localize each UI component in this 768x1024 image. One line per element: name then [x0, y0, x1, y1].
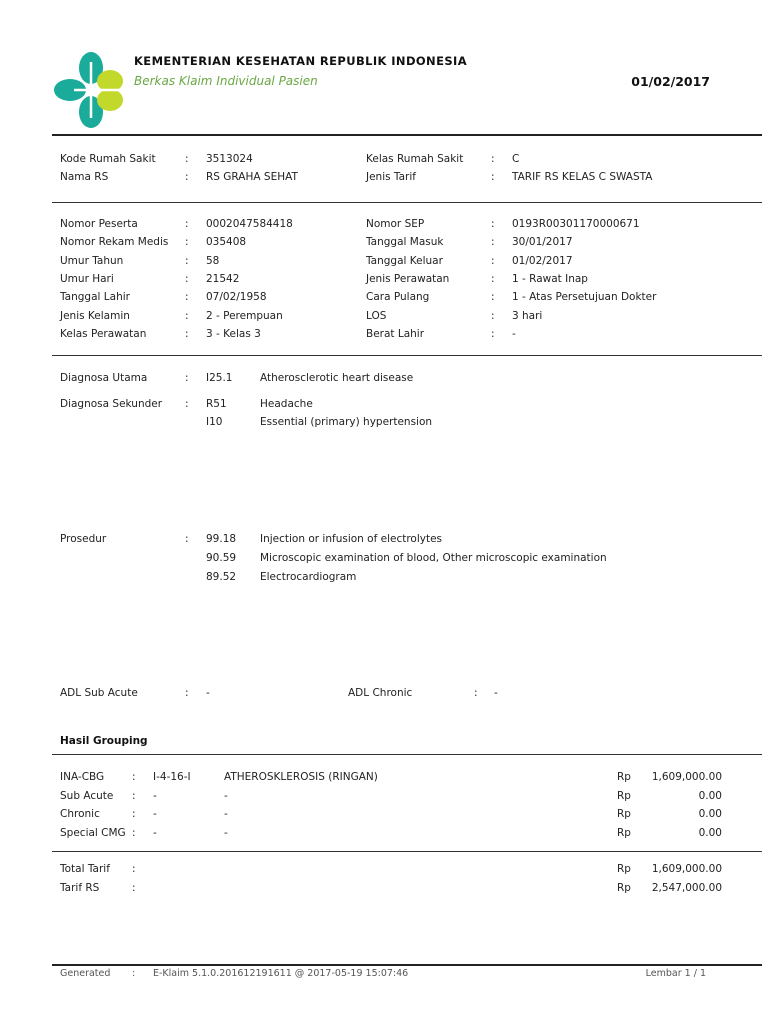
grouping-row-value: 0.00 — [698, 827, 722, 839]
hospital-label: Kelas Rumah Sakit — [366, 153, 464, 165]
currency: Rp — [617, 771, 631, 783]
separator: : — [491, 218, 495, 230]
patient-label: Cara Pulang — [366, 291, 430, 303]
separator: : — [132, 808, 136, 820]
patient-value: 3 - Kelas 3 — [206, 328, 261, 340]
grouping-row-value: 1,609,000.00 — [651, 771, 722, 783]
hospital-label: Jenis Tarif — [366, 171, 416, 183]
grouping-row-label: INA-CBG — [60, 771, 105, 783]
grouping-title: Hasil Grouping — [60, 735, 148, 747]
patient-label: Tanggal Masuk — [366, 236, 444, 248]
footer-generated-label: Generated — [60, 968, 111, 979]
adl-chronic-label: ADL Chronic — [348, 687, 413, 699]
separator: : — [491, 310, 495, 322]
separator: : — [491, 171, 495, 183]
hospital-value: C — [512, 153, 520, 165]
procedure-description: Electrocardiogram — [260, 571, 357, 583]
patient-label: Umur Tahun — [60, 255, 124, 267]
separator: : — [491, 255, 495, 267]
patient-label: Nomor Peserta — [60, 218, 138, 230]
total-label: Tarif RS — [60, 882, 100, 894]
separator: : — [132, 882, 136, 894]
patient-value: 3 hari — [512, 310, 543, 322]
separator: : — [185, 255, 189, 267]
patient-label: Tanggal Keluar — [366, 255, 443, 267]
adl-chronic-value: - — [494, 687, 498, 699]
patient-value: 0193R00301170000671 — [512, 218, 640, 230]
diagnosis-code: R51 — [206, 398, 227, 410]
separator: : — [185, 533, 189, 545]
procedure-code: 89.52 — [206, 571, 237, 583]
separator: : — [491, 236, 495, 248]
patient-label: Nomor Rekam Medis — [60, 236, 169, 248]
separator: : — [132, 790, 136, 802]
diagnosis-description: Atherosclerotic heart disease — [260, 372, 414, 384]
procedure-description: Microscopic examination of blood, Other microscopic examination — [260, 552, 607, 564]
separator: : — [185, 153, 189, 165]
patient-label: LOS — [366, 310, 387, 322]
grouping-row-code: - — [153, 808, 157, 820]
header-divider — [52, 134, 762, 136]
section-divider — [52, 754, 762, 755]
separator: : — [132, 771, 136, 783]
diagnosis-description: Headache — [260, 398, 313, 410]
ministry-name: KEMENTERIAN KESEHATAN REPUBLIK INDONESIA — [134, 54, 468, 68]
procedure-description: Injection or infusion of electrolytes — [260, 533, 443, 545]
document-date: 01/02/2017 — [631, 74, 710, 89]
patient-label: Jenis Perawatan — [366, 273, 450, 285]
procedure-label: Prosedur — [60, 533, 107, 545]
separator: : — [132, 968, 136, 979]
footer-divider — [52, 964, 762, 966]
hospital-value: TARIF RS KELAS C SWASTA — [512, 171, 653, 183]
separator: : — [491, 153, 495, 165]
patient-value: 0002047584418 — [206, 218, 293, 230]
diagnosis-code: I25.1 — [206, 372, 233, 384]
hospital-value: 3513024 — [206, 153, 253, 165]
patient-value: - — [512, 328, 516, 340]
hospital-value: RS GRAHA SEHAT — [206, 171, 298, 183]
adl-sub-acute-value: - — [206, 687, 210, 699]
grouping-row-label: Chronic — [60, 808, 100, 820]
grouping-row-description: - — [224, 827, 228, 839]
primary-diagnosis-label: Diagnosa Utama — [60, 372, 148, 384]
grouping-row-label: Special CMG — [60, 827, 126, 839]
patient-value: 21542 — [206, 273, 240, 285]
section-divider — [52, 202, 762, 203]
separator: : — [185, 372, 189, 384]
separator: : — [185, 273, 189, 285]
separator: : — [185, 310, 189, 322]
patient-label: Nomor SEP — [366, 218, 425, 230]
separator: : — [185, 218, 189, 230]
separator: : — [474, 687, 478, 699]
grouping-row-description: - — [224, 790, 228, 802]
grouping-row-description: ATHEROSKLEROSIS (RINGAN) — [224, 771, 378, 783]
grouping-row-code: - — [153, 790, 157, 802]
separator: : — [132, 827, 136, 839]
grouping-row-label: Sub Acute — [60, 790, 114, 802]
patient-value: 01/02/2017 — [512, 255, 573, 267]
patient-value: 30/01/2017 — [512, 236, 573, 248]
patient-label: Jenis Kelamin — [60, 310, 130, 322]
separator: : — [132, 863, 136, 875]
hospital-label: Nama RS — [60, 171, 109, 183]
patient-label: Tanggal Lahir — [60, 291, 130, 303]
procedure-code: 90.59 — [206, 552, 237, 564]
patient-value: 58 — [206, 255, 220, 267]
patient-label: Kelas Perawatan — [60, 328, 147, 340]
grouping-row-value: 0.00 — [698, 808, 722, 820]
patient-value: 1 - Rawat Inap — [512, 273, 588, 285]
ministry-logo — [52, 50, 130, 130]
patient-value: 2 - Perempuan — [206, 310, 283, 322]
separator: : — [185, 171, 189, 183]
hospital-label: Kode Rumah Sakit — [60, 153, 156, 165]
patient-label: Berat Lahir — [366, 328, 425, 340]
section-divider — [52, 851, 762, 852]
currency: Rp — [617, 882, 631, 894]
separator: : — [491, 328, 495, 340]
footer-generated-info: E-Klaim 5.1.0.201612191611 @ 2017-05-19 15:07:46 — [153, 968, 409, 979]
total-value: 1,609,000.00 — [651, 863, 722, 875]
diagnosis-code: I10 — [206, 416, 223, 428]
grouping-row-code: - — [153, 827, 157, 839]
document-subtitle: Berkas Klaim Individual Pasien — [134, 74, 318, 88]
procedure-code: 99.18 — [206, 533, 237, 545]
patient-value: 1 - Atas Persetujuan Dokter — [512, 291, 657, 303]
separator: : — [185, 236, 189, 248]
total-label: Total Tarif — [60, 863, 110, 875]
adl-sub-acute-label: ADL Sub Acute — [60, 687, 138, 699]
separator: : — [491, 291, 495, 303]
currency: Rp — [617, 827, 631, 839]
separator: : — [185, 398, 189, 410]
total-value: 2,547,000.00 — [651, 882, 722, 894]
section-divider — [52, 355, 762, 356]
patient-value: 07/02/1958 — [206, 291, 267, 303]
separator: : — [185, 328, 189, 340]
footer-page-number: Lembar 1 / 1 — [645, 968, 706, 979]
currency: Rp — [617, 808, 631, 820]
currency: Rp — [617, 863, 631, 875]
currency: Rp — [617, 790, 631, 802]
grouping-row-code: I-4-16-I — [153, 771, 191, 783]
grouping-row-value: 0.00 — [698, 790, 722, 802]
separator: : — [185, 687, 189, 699]
secondary-diagnosis-label: Diagnosa Sekunder — [60, 398, 163, 410]
diagnosis-description: Essential (primary) hypertension — [260, 416, 433, 428]
separator: : — [491, 273, 495, 285]
patient-label: Umur Hari — [60, 273, 114, 285]
separator: : — [185, 291, 189, 303]
grouping-row-description: - — [224, 808, 228, 820]
patient-value: 035408 — [206, 236, 247, 248]
